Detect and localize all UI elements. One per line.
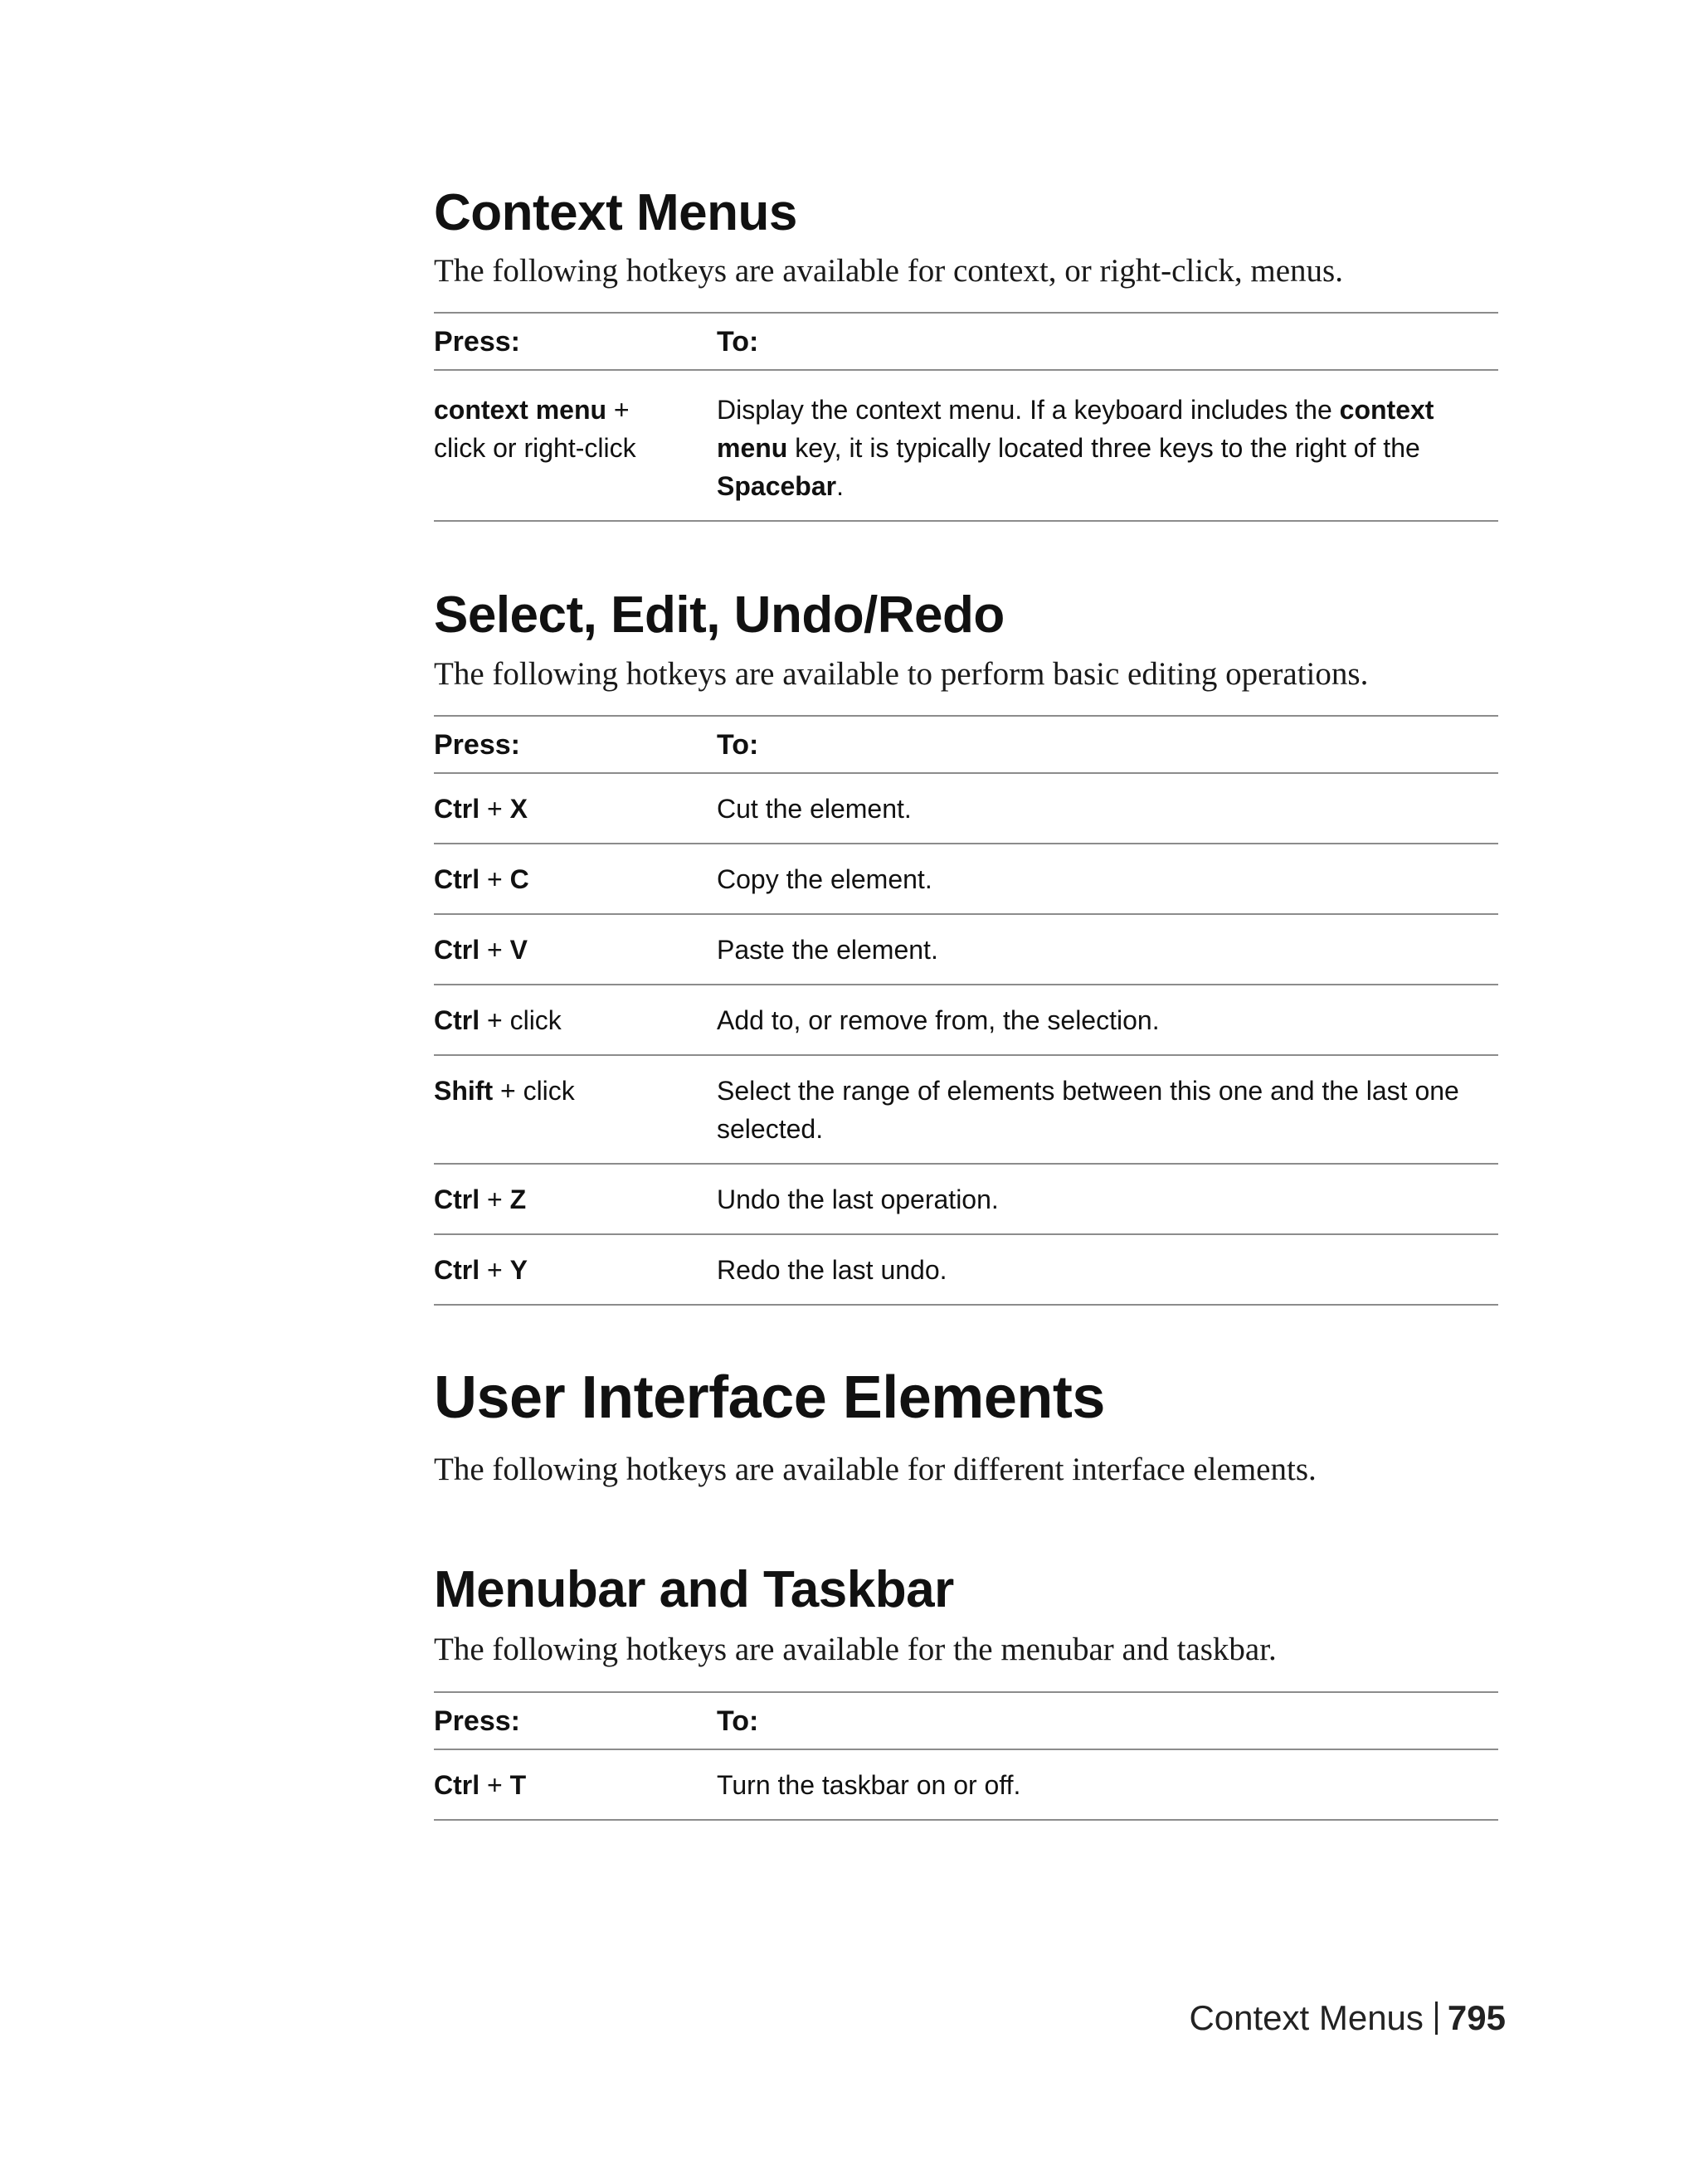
table-row — [434, 985, 1498, 1056]
press-cell — [434, 1180, 717, 1233]
table-context-menus — [434, 312, 1498, 522]
header-to: To: — [717, 325, 759, 358]
key-letter: Y — [509, 1255, 528, 1285]
page-footer — [1189, 1998, 1506, 2037]
press-plus: + — [606, 395, 630, 425]
table-header — [434, 314, 1498, 371]
press-plus: + — [480, 935, 510, 965]
press-cell — [434, 860, 717, 913]
key-modifier: Ctrl — [434, 1184, 480, 1214]
heading-menubar-taskbar: Menubar and Taskbar — [434, 1561, 954, 1618]
intro-ui-elements: The following hotkeys are available for different interface elements. — [434, 1452, 1317, 1487]
table-row — [434, 774, 1498, 844]
table-row — [434, 1056, 1498, 1165]
action-text: Display the context menu. If a keyboard includes the — [717, 395, 1340, 425]
press-cell — [434, 1251, 717, 1304]
action-text: key, it is typically located three keys to the right of the — [787, 433, 1420, 463]
header-to: To: — [717, 1705, 759, 1737]
key-modifier: Ctrl — [434, 864, 480, 894]
header-press: Press: — [434, 1705, 520, 1737]
heading-context-menus: Context Menus — [434, 184, 797, 241]
key-modifier: Ctrl — [434, 935, 480, 965]
table-row — [434, 371, 1498, 522]
press-plus: + — [480, 1770, 510, 1800]
key-modifier: Ctrl — [434, 794, 480, 824]
key-modifier: Ctrl — [434, 1005, 480, 1035]
press-plus: + — [480, 794, 510, 824]
action-key-context-menu: context menu — [717, 395, 1434, 463]
action-cell: Copy the element. — [717, 864, 932, 894]
press-cell — [434, 931, 717, 984]
header-press: Press: — [434, 325, 520, 358]
key-letter: V — [509, 935, 528, 965]
press-plus: + click — [493, 1076, 575, 1106]
action-cell: Undo the last operation. — [717, 1184, 999, 1214]
footer-separator — [1435, 2002, 1438, 2035]
table-header — [434, 717, 1498, 774]
table-header — [434, 1693, 1498, 1750]
press-click: click or right-click — [434, 433, 636, 463]
action-cell: Add to, or remove from, the selection. — [717, 1005, 1160, 1035]
key-modifier: Shift — [434, 1076, 494, 1106]
table-select-edit — [434, 715, 1498, 1306]
table-row — [434, 1235, 1498, 1306]
header-press: Press: — [434, 728, 520, 761]
page-number: 795 — [1447, 1998, 1506, 2037]
press-cell — [434, 790, 717, 843]
press-plus: + — [480, 864, 510, 894]
footer-title: Context Menus — [1189, 1998, 1424, 2037]
press-plus: + — [480, 1184, 510, 1214]
key-context-menu: context menu — [434, 395, 607, 425]
heading-ui-elements: User Interface Elements — [434, 1364, 1105, 1431]
action-cell: Paste the element. — [717, 935, 938, 965]
press-cell — [434, 391, 717, 505]
press-cell — [434, 1001, 717, 1054]
intro-context-menus: The following hotkeys are available for context, or right-click, menus. — [434, 253, 1343, 289]
key-modifier: Ctrl — [434, 1770, 480, 1800]
action-key-spacebar: Spacebar — [717, 471, 837, 501]
table-row — [434, 1165, 1498, 1235]
action-cell: Cut the element. — [717, 794, 912, 824]
header-to: To: — [717, 728, 759, 761]
key-letter: X — [509, 794, 528, 824]
press-cell — [434, 1072, 717, 1163]
action-cell — [717, 391, 1498, 505]
heading-select-edit: Select, Edit, Undo/Redo — [434, 586, 1005, 644]
table-row — [434, 844, 1498, 915]
press-plus: + — [480, 1255, 510, 1285]
table-row — [434, 1750, 1498, 1821]
action-text: . — [836, 471, 844, 501]
table-menubar-taskbar — [434, 1691, 1498, 1821]
press-plus: + click — [480, 1005, 562, 1035]
intro-select-edit: The following hotkeys are available to perform basic editing operations. — [434, 656, 1369, 692]
key-modifier: Ctrl — [434, 1255, 480, 1285]
table-row — [434, 915, 1498, 985]
action-cell: Redo the last undo. — [717, 1255, 947, 1285]
press-cell — [434, 1766, 717, 1819]
key-letter: T — [509, 1770, 527, 1800]
intro-menubar-taskbar: The following hotkeys are available for the menubar and taskbar. — [434, 1632, 1277, 1667]
action-cell: Select the range of elements between this one and the last one selected. — [717, 1076, 1459, 1144]
key-letter: C — [509, 864, 529, 894]
action-cell: Turn the taskbar on or off. — [717, 1770, 1021, 1800]
key-letter: Z — [509, 1184, 527, 1214]
